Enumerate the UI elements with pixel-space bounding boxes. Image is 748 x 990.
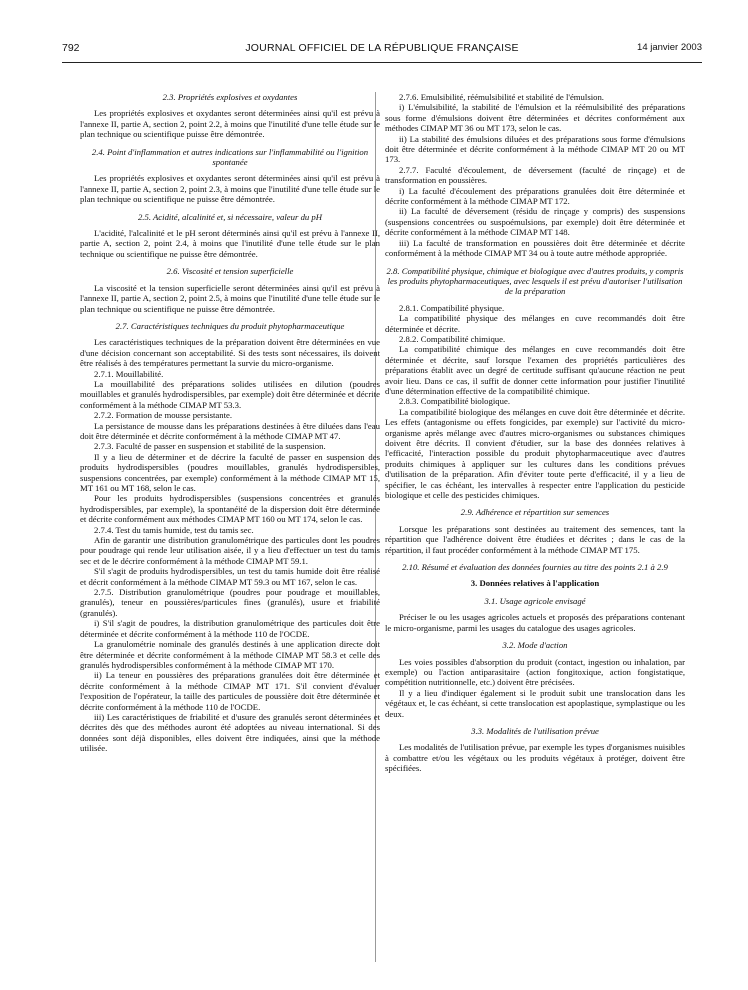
- section-heading: 2.6. Viscosité et tension superficielle: [166, 266, 294, 277]
- paragraph: ii) La teneur en poussières des préparations granulées doit être déterminée et décrite conformément à la méthode CIMAP MT 171. S'il convient d'évaluer l'exposition de l'opérateur, la taille des particules de poussière doit être déterminée et décrite conformément à la méthode 110 de l'OCDE.: [80, 670, 380, 712]
- subsection-heading: 2.7.6. Emulsibilité, réémulsibilité et stabilité de l'émulsion.: [399, 92, 604, 102]
- journal-title: JOURNAL OFFICIEL DE LA RÉPUBLIQUE FRANÇAISE: [245, 42, 519, 54]
- section-heading: 2.4. Point d'inflammation et autres indications sur l'inflammabilité ou l'ignition spontanée: [91, 146, 369, 168]
- subsection-heading: 2.7.5. Distribution granulométrique (poudres pour poudrage et mouillables, granulés), teneur en poussières/particules fines (granulés), usure et friabilité (granulés).: [80, 587, 380, 618]
- paragraph: La compatibilité biologique des mélanges en cuve doit être déterminée et décrite. Les effets (antagonisme ou effets fongicides, par exemple) sur l'activité du micro-organisme après mélange avec d'autres micro-organismes ou substances chimiques doivent être décrits. Il convient d'étudier, sur la base des données relatives à l'efficacité, l'interaction possible du produit phytopharmaceutique avec d'autres produits chimiques à appliquer sur les cultures dans les conditions prévues d'utilisation de la préparation. Afin d'éviter toute perte d'efficacité, il y a lieu de spécifier, le cas échéant, les intervalles à respecter entre l'application du pesticide biologique et celle des pesticides chimiques.: [385, 406, 685, 501]
- paragraph: Les voies possibles d'absorption du produit (contact, ingestion ou inhalation, par exemple) ou l'action antiparasitaire (action fongitoxique, action fongistatique, compétition nutritionnelle, etc.) doivent être précisées.: [385, 656, 685, 688]
- paragraph: Les modalités de l'utilisation prévue, par exemple les types d'organismes nuisibles à combattre et/ou les végétaux ou les produits végétaux à protéger, doivent être spécifiées.: [385, 742, 685, 774]
- paragraph: Il y a lieu d'indiquer également si le produit subit une translocation dans les végétaux et, le cas échéant, si cette translocation est apoplastique, symplastique ou les deux.: [385, 687, 685, 719]
- section-heading: 2.3. Propriétés explosives et oxydantes: [162, 92, 298, 102]
- paragraph: La compatibilité chimique des mélanges en cuve recommandés doit être déterminée et décrite, sauf lorsque l'examen des propriétés particulières des préparations établit avec un degré de certitude suffisant qu'aucune réaction ne peut avoir lieu. Dans ce cas, il suffit de donner cette information pour justifier l'inutilité d'une détermination effective de la compatibilité chimique.: [385, 344, 685, 396]
- section-heading: 2.9. Adhérence et répartition sur semences: [460, 507, 610, 518]
- subsection-heading: 2.8.2. Compatibilité chimique.: [399, 333, 506, 344]
- section-heading: 2.5. Acidité, alcalinité et, si nécessaire, valeur du pH: [137, 211, 323, 222]
- paragraph: Préciser le ou les usages agricoles actuels et proposés des préparations contenant le micro-organisme, parmi les usages du catalogue des usages agricoles.: [385, 612, 685, 633]
- page-header: [62, 42, 702, 63]
- page-number: 792: [62, 42, 80, 54]
- subsection-heading: 2.7.3. Faculté de passer en suspension et stabilité de la suspension.: [94, 441, 326, 452]
- left-column: [80, 92, 380, 754]
- right-column: [385, 92, 685, 774]
- section-heading: 2.8. Compatibilité physique, chimique et biologique avec d'autres produits, y compris les produits phytopharmaceutiques, avec lesquels il est prévu d'autoriser l'utilisation de la préparation: [386, 265, 684, 297]
- paragraph: ii) La faculté de déversement (résidu de rinçage y compris) des suspensions (suspensions concentrées ou suspoémulsions, par exemple) doit être déterminée et décrite conformément à la méthode CIMAP MT 148.: [385, 206, 685, 238]
- subsection-heading: 2.7.1. Mouillabilité.: [94, 368, 164, 379]
- subsection-heading: 2.8.3. Compatibilité biologique.: [399, 396, 510, 407]
- part-heading: 3. Données relatives à l'application: [470, 578, 600, 589]
- paragraph: iii) La faculté de transformation en poussières doit être déterminée et décrite conformément à la méthode CIMAP MT 34 ou à toute autre méthode appropriée.: [385, 237, 685, 259]
- paragraph: La viscosité et la tension superficielle seront déterminées ainsi qu'il est prévu à l'annexe II, partie A, section 2, point 2.5, à moins que l'inutilité d'une telle étude sur le plan technique ou scientifique ne puisse être démontrée.: [80, 282, 380, 314]
- section-heading: 2.10. Résumé et évaluation des données fournies au titre des points 2.1 à 2.9: [402, 562, 668, 573]
- paragraph: ii) La stabilité des émulsions diluées et des préparations sous forme d'émulsions doit être déterminée et décrite conformément à la méthode CIMAP MT 20 ou MT 173.: [385, 133, 685, 165]
- section-heading: 3.2. Mode d'action: [502, 640, 568, 651]
- paragraph: i) S'il s'agit de poudres, la distribution granulométrique des particules doit être déterminée et décrite conformément à la méthode 110 de l'OCDE.: [80, 618, 380, 639]
- section-heading: 2.7. Caractéristiques techniques du produit phytopharmaceutique: [115, 320, 345, 331]
- paragraph: Les caractéristiques techniques de la préparation doivent être déterminées en vue d'une décision concernant son acceptabilité. Si des tests sont nécessaires, ils doivent être réalisés à des températures permettant la survie du micro-organisme.: [80, 337, 380, 369]
- paragraph: iii) Les caractéristiques de friabilité et d'usure des granulés seront déterminées et décrites dès que des méthodes auront été adoptées au niveau international. Si des données sont déjà disponibles, elles doivent être indiquées, ainsi que la méthode utilisée.: [80, 711, 380, 754]
- paragraph: La mouillabilité des préparations solides utilisées en dilution (poudres mouillables et granulés hydrodispersibles, par exemple) doit être déterminée et décrite conformément à la méthode CIMAP MT 53.3.: [80, 378, 380, 410]
- subsection-heading: 2.7.4. Test du tamis humide, test du tamis sec.: [94, 524, 254, 535]
- paragraph: La granulométrie nominale des granulés destinés à une application directe doit être déterminée et décrite conformément à la méthode CIMAP MT 58.3 et celle des granulés hydrodispersibles conformément à la méthode CIMAP MT 170.: [80, 639, 380, 670]
- section-heading: 3.1. Usage agricole envisagé: [484, 595, 586, 606]
- paragraph: La compatibilité physique des mélanges en cuve recommandés doit être déterminée et décrite.: [385, 313, 685, 334]
- subsection-heading: 2.8.1. Compatibilité physique.: [399, 302, 505, 313]
- subsection-heading: 2.7.7. Faculté d'écoulement, de déversement (faculté de rinçage) et de transformation en poussières.: [385, 164, 685, 186]
- paragraph: Afin de garantir une distribution granulométrique des particules dont les poudres pour poudrage qui rende leur utilisation aisée, il y a lieu d'effectuer un test du tamis sec et de le décrire conformément à la méthode CIMAP MT 59.1.: [80, 535, 380, 566]
- paragraph: Il y a lieu de déterminer et de décrire la faculté de passer en suspension des produits hydrodispersibles (poudres mouillables, granulés hydrodispersibles, suspensions concentrées, par exemple) conformément à la méthode CIMAP MT 15, MT 161 ou MT 168, selon le cas.: [80, 451, 380, 493]
- paragraph: S'il s'agit de produits hydrodispersibles, un test du tamis humide doit être réalisé et décrit conformément à la méthode CIMAP MT 59.3 ou MT 167, selon le cas.: [80, 566, 380, 587]
- paragraph: L'acidité, l'alcalinité et le pH seront déterminés ainsi qu'il est prévu à l'annexe II, partie A, section 2, point 2.4, à moins que l'inutilité d'une telle étude sur le plan technique ou scientifique ne puisse être démontrée.: [80, 228, 380, 259]
- paragraph: Les propriétés explosives et oxydantes seront déterminées ainsi qu'il est prévu à l'annexe II, partie A, section 2, point 2.2, à moins que l'inutilité d'une telle étude sur le plan technique ou scientifique puisse être démontrée.: [80, 108, 380, 140]
- paragraph: i) La faculté d'écoulement des préparations granulées doit être déterminée et décrite conformément à la méthode CIMAP MT 172.: [385, 185, 685, 207]
- paragraph: Pour les produits hydrodispersibles (suspensions concentrées et granulés hydrodispersibles, par exemple), la spontanéité de la dispersion doit être déterminée et décrite conformément aux méthodes CIMAP MT 160 ou MT 174, selon le cas.: [80, 493, 380, 525]
- section-heading: 3.3. Modalités de l'utilisation prévue: [471, 725, 599, 736]
- issue-date: 14 janvier 2003: [637, 42, 702, 53]
- paragraph: Lorsque les préparations sont destinées au traitement des semences, tant la répartition que l'adhérence doivent être étudiées et décrites ; dans le cas de la répartition, il faut procéder conformément à la méthode CIMAP MT 175.: [385, 523, 685, 555]
- paragraph: Les propriétés explosives et oxydantes seront déterminées ainsi qu'il est prévu à l'annexe II, partie A, section 2, point 2.3, à moins que l'inutilité d'une telle étude sur le plan technique ou scientifique ne puisse être démontrée.: [80, 173, 380, 205]
- paragraph: La persistance de mousse dans les préparations destinées à être diluées dans l'eau doit être déterminée et décrite conformément à la méthode CIMAP MT 47.: [80, 420, 380, 441]
- subsection-heading: 2.7.2. Formation de mousse persistante.: [94, 410, 233, 421]
- paragraph: i) L'émulsibilité, la stabilité de l'émulsion et la réémulsibilité des préparations sous forme d'émulsions doivent être déterminées et décrites conformément aux méthodes CIMAP MT 36 ou MT 173, selon le cas.: [385, 102, 685, 134]
